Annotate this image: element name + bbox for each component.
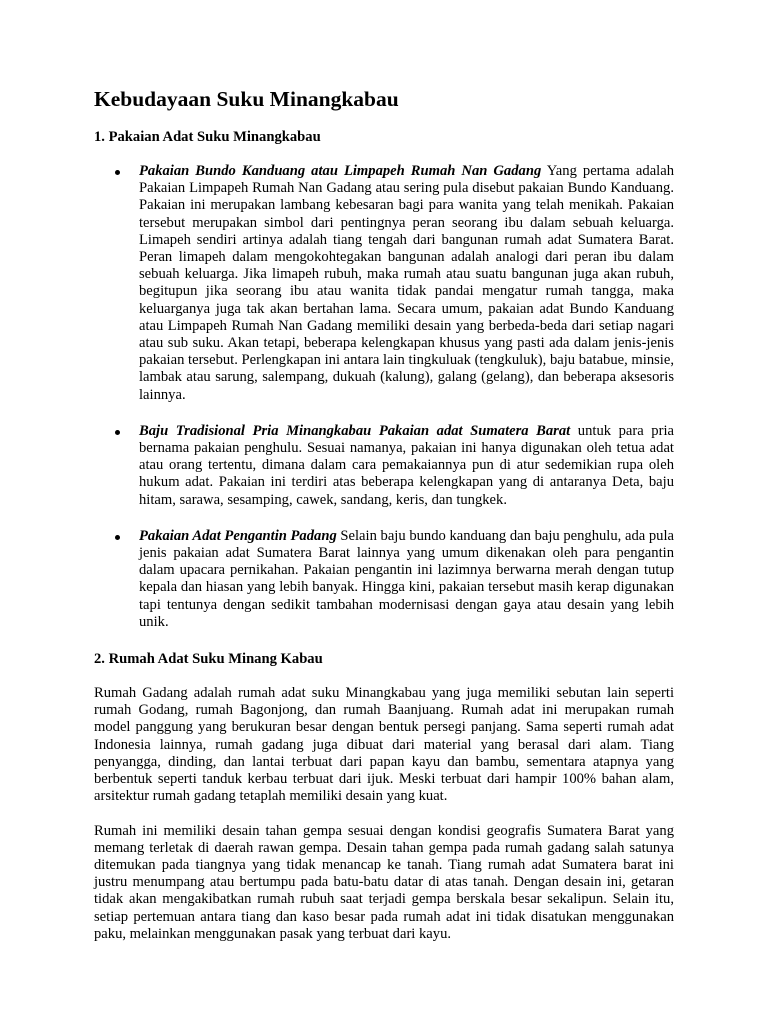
list-item-body: untuk para pria bernama pakaian penghulu. Sesuai namanya, pakaian ini hanya digunakan oleh tetua adat atau orang tertentu, dimana dalam cara pemakaiannya pun di atur sedemikian rupa oleh hukum adat. Pakaian ini terdiri atas beberapa kelengkapan yang di antaranya Deta, baju hitam, sarawa, sesamping, cawek, sandang, keris, dan tungkek. bbox=[139, 422, 674, 508]
list-item-lead: Pakaian Adat Pengantin Padang bbox=[139, 527, 337, 544]
section-heading-rumah-adat: 2. Rumah Adat Suku Minang Kabau bbox=[94, 651, 323, 668]
section-heading-pakaian: 1. Pakaian Adat Suku Minangkabau bbox=[94, 129, 321, 145]
list-item bbox=[94, 528, 674, 631]
list-item bbox=[94, 423, 674, 509]
body-paragraph: Rumah Gadang adalah rumah adat suku Minangkabau yang juga memiliki sebutan lain seperti rumah Godang, rumah Bagonjong, dan rumah Baanjuang. Rumah adat ini merupakan rumah model panggung yang berukuran besar dengan bentuk persegi panjang. Sama seperti rumah adat Indonesia lainnya, rumah gadang juga dibuat dari material yang berasal dari alam. Tiang penyangga, dinding, dan lantai terbuat dari papan kayu dan bambu, sementara atapnya yang berbentuk seperti tanduk kerbau terbuat dari ijuk. Meski terbuat dari hampir 100% bahan alam, arsitektur rumah gadang tetaplah memiliki desain yang kuat. bbox=[94, 685, 674, 805]
list-item-text bbox=[139, 528, 674, 631]
list-item-body: Selain baju bundo kanduang dan baju penghulu, ada pula jenis pakaian adat Sumatera Barat lainnya yang umum dikenakan oleh para pengantin dalam upacara pernikahan. Pakaian pengantin ini lazimnya berwarna merah dengan tutup kepala dan hiasan yang lebih banyak. Hingga kini, pakaian tersebut masih kerap digunakan tapi tentunya dengan sedikit tambahan modernisasi dengan gaya atau desain yang lebih unik. bbox=[139, 527, 674, 630]
list-item-lead: Baju Tradisional Pria Minangkabau Pakaian adat Sumatera Barat bbox=[139, 422, 571, 439]
list-item-text bbox=[139, 163, 674, 404]
document-title: Kebudayaan Suku Minangkabau bbox=[94, 87, 399, 111]
pakaian-list bbox=[94, 163, 674, 631]
bullet-icon bbox=[115, 430, 120, 435]
bullet-icon bbox=[115, 535, 120, 540]
list-item-body: Yang pertama adalah Pakaian Limpapeh Rumah Nan Gadang atau sering pula disebut pakaian Bundo Kanduang. Pakaian ini merupakan lambang kebesaran bagi para wanita yang telah menikah. Pakaian tersebut merupakan simbol dari pentingnya peran seorang ibu dalam sebuah keluarga. Limapeh sendiri artinya adalah tiang tengah dari bangunan rumah adat Sumatera Barat. Peran limapeh dalam mengokohtegakan bangunan adalah analogi dari peran ibu dalam sebuah keluarga. Jika limapeh rubuh, maka rumah atau suatu bangunan juga akan rubuh, begitupun jika seorang ibu atau wanita tidak pandai mengatur rumah tangga, maka keluarganya juga tak akan bertahan lama. Secara umum, pakaian adat Bundo Kanduang atau Limpapeh Rumah Nan Gadang memiliki desain yang berbeda-beda dari setiap nagari atau sub suku. Akan tetapi, beberapa kelengkapan khusus yang pasti ada dalam jenis-jenis pakaian tersebut. Perlengkapan ini antara lain tingkuluak (tengkuluk), baju batabue, minsie, lambak atau sarung, salempang, dukuah (kalung), galang (gelang), dan beberapa aksesoris lainnya. bbox=[139, 163, 674, 403]
body-paragraph: Rumah ini memiliki desain tahan gempa sesuai dengan kondisi geografis Sumatera Barat yang memang terletak di daerah rawan gempa. Desain tahan gempa pada rumah gadang salah satunya ditemukan pada tiangnya yang tidak menancap ke tanah. Tiang rumah adat Sumatera barat ini justru menumpang atau bertumpu pada batu-batu datar di atas tanah. Dengan desain ini, getaran tidak akan mengakibatkan rumah rubuh saat terjadi gempa berskala besar sekalipun. Selain itu, setiap pertemuan antara tiang dan kaso besar pada rumah adat ini tidak disatukan menggunakan paku, melainkan menggunakan pasak yang terbuat dari kayu. bbox=[94, 822, 674, 942]
bullet-icon bbox=[115, 170, 120, 175]
list-item-lead: Pakaian Bundo Kanduang atau Limpapeh Rumah Nan Gadang bbox=[139, 163, 542, 179]
list-item bbox=[94, 163, 674, 404]
list-item-text bbox=[139, 423, 674, 509]
